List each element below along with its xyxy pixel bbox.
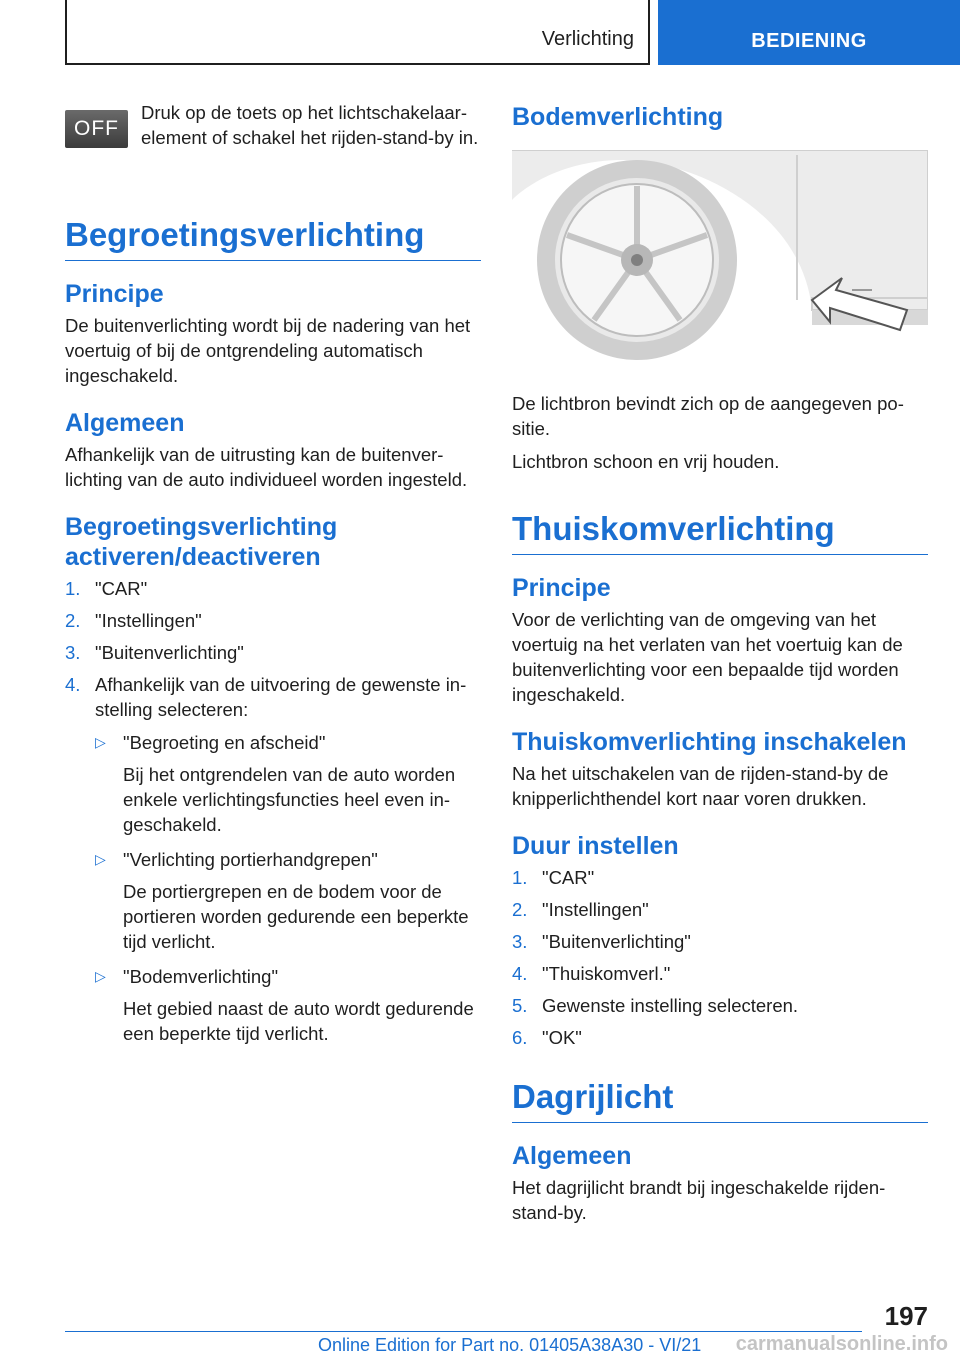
step-number: 1. xyxy=(512,867,528,888)
principe-text: Voor de verlichting van de omgeving van het voertuig na het verlaten van het voertuig kan de buitenverlichting voor een bepaalde tijd worden ingeschakeld. xyxy=(512,609,903,705)
step-number: 4. xyxy=(65,674,81,695)
step-number: 5. xyxy=(512,995,528,1016)
off-intro xyxy=(65,100,481,180)
right-column xyxy=(512,100,928,1225)
step-number: 3. xyxy=(512,931,528,952)
section-title-thuiskom: Thuiskomverlichting xyxy=(512,508,928,555)
header-chapter-tab xyxy=(658,0,960,65)
option-description: De portiergrepen en de bodem voor de portieren worden gedurende een beperkte tijd verlicht. xyxy=(123,881,469,952)
watermark: carmanualsonline.info xyxy=(735,1333,948,1355)
algemeen-heading: Algemeen xyxy=(512,1142,632,1170)
bodem-text-2: Lichtbron schoon en vrij houden. xyxy=(512,451,780,472)
off-button-icon: OFF xyxy=(65,110,128,148)
intro-text: Druk op de toets op het lichtschakelaarelement of schakel het rijden-stand-by in. xyxy=(141,102,479,148)
left-column xyxy=(65,100,481,1056)
step-text: Afhankelijk van de uitvoering de gewenste instelling selecteren: xyxy=(95,674,467,720)
activate-heading: Begroetingsverlichting activeren/deactiveren xyxy=(65,513,338,571)
list-item xyxy=(65,672,481,722)
option-label: "Verlichting portierhandgrepen" xyxy=(123,849,378,870)
triangle-right-icon: ▷ xyxy=(95,968,106,984)
step-number: 6. xyxy=(512,1027,528,1048)
header-box xyxy=(65,0,650,65)
wheel-illustration xyxy=(512,150,928,360)
step-text: "Instellingen" xyxy=(542,899,649,920)
list-item xyxy=(512,865,928,890)
activate-steps xyxy=(65,576,481,722)
list-item xyxy=(512,897,928,922)
algemeen-heading: Algemeen xyxy=(65,409,185,437)
option-label: "Bodemverlichting" xyxy=(123,966,279,987)
step-number: 2. xyxy=(65,610,81,631)
triangle-right-icon: ▷ xyxy=(95,734,106,750)
list-item xyxy=(512,929,928,954)
step-text: "CAR" xyxy=(542,867,595,888)
inschakelen-text: Na het uitschakelen van de rijden-stand-by de knipperlichthendel kort naar voren drukken. xyxy=(512,763,889,809)
step-number: 4. xyxy=(512,963,528,984)
step-text: "Buitenverlichting" xyxy=(95,642,244,663)
step-number: 2. xyxy=(512,899,528,920)
section-title-dagrijlicht: Dagrijlicht xyxy=(512,1076,928,1123)
list-item xyxy=(95,847,481,954)
list-item xyxy=(512,961,928,986)
bodem-heading: Bodemverlichting xyxy=(512,103,724,131)
principe-heading: Principe xyxy=(512,574,611,602)
section-title-begroeting: Begroetingsverlichting xyxy=(65,214,481,261)
list-item xyxy=(512,993,928,1018)
option-description: Het gebied naast de auto wordt gedurende een beperkte tijd verlicht. xyxy=(123,998,474,1044)
step-text: "CAR" xyxy=(95,578,148,599)
duur-heading: Duur instellen xyxy=(512,832,679,860)
step-text: "Buitenverlichting" xyxy=(542,931,691,952)
option-list xyxy=(65,730,481,1046)
footer-edition: Online Edition for Part no. 01405A38A30 - VI/21 xyxy=(318,1335,702,1355)
principe-text: De buitenverlichting wordt bij de nadering van het voertuig of bij de ontgrendeling automatisch ingeschakeld. xyxy=(65,315,471,386)
step-text: "Instellingen" xyxy=(95,610,202,631)
triangle-right-icon: ▷ xyxy=(95,851,106,867)
algemeen-text: Het dagrijlicht brandt bij ingeschakelde rijdenstand-by. xyxy=(512,1177,886,1223)
step-number: 1. xyxy=(65,578,81,599)
page-number: 197 xyxy=(884,1301,928,1331)
list-item xyxy=(65,608,481,633)
step-number: 3. xyxy=(65,642,81,663)
list-item xyxy=(65,576,481,601)
inschakelen-heading: Thuiskomverlichting inschakelen xyxy=(512,728,907,756)
option-description: Bij het ontgrendelen van de auto worden enkele verlichtingsfuncties heel even ingeschakeld. xyxy=(123,764,456,835)
algemeen-text: Afhankelijk van de uitrusting kan de buitenverlichting van de auto individueel worden ingesteld. xyxy=(65,444,468,490)
list-item xyxy=(512,1025,928,1050)
principe-heading: Principe xyxy=(65,280,164,308)
option-label: "Begroeting en afscheid" xyxy=(123,732,326,753)
step-text: Gewenste instelling selecteren. xyxy=(542,995,799,1016)
list-item xyxy=(95,730,481,837)
header-section-title: Verlichting xyxy=(541,28,634,50)
duur-steps xyxy=(512,865,928,1050)
list-item xyxy=(65,640,481,665)
list-item xyxy=(95,964,481,1046)
step-text: "Thuiskomverl." xyxy=(542,963,671,984)
bodem-text-1: De lichtbron bevindt zich op de aangegeven positie. xyxy=(512,393,904,439)
header-chapter-label: BEDIENING xyxy=(751,30,867,52)
footer-divider xyxy=(65,1331,862,1332)
step-text: "OK" xyxy=(542,1027,582,1048)
